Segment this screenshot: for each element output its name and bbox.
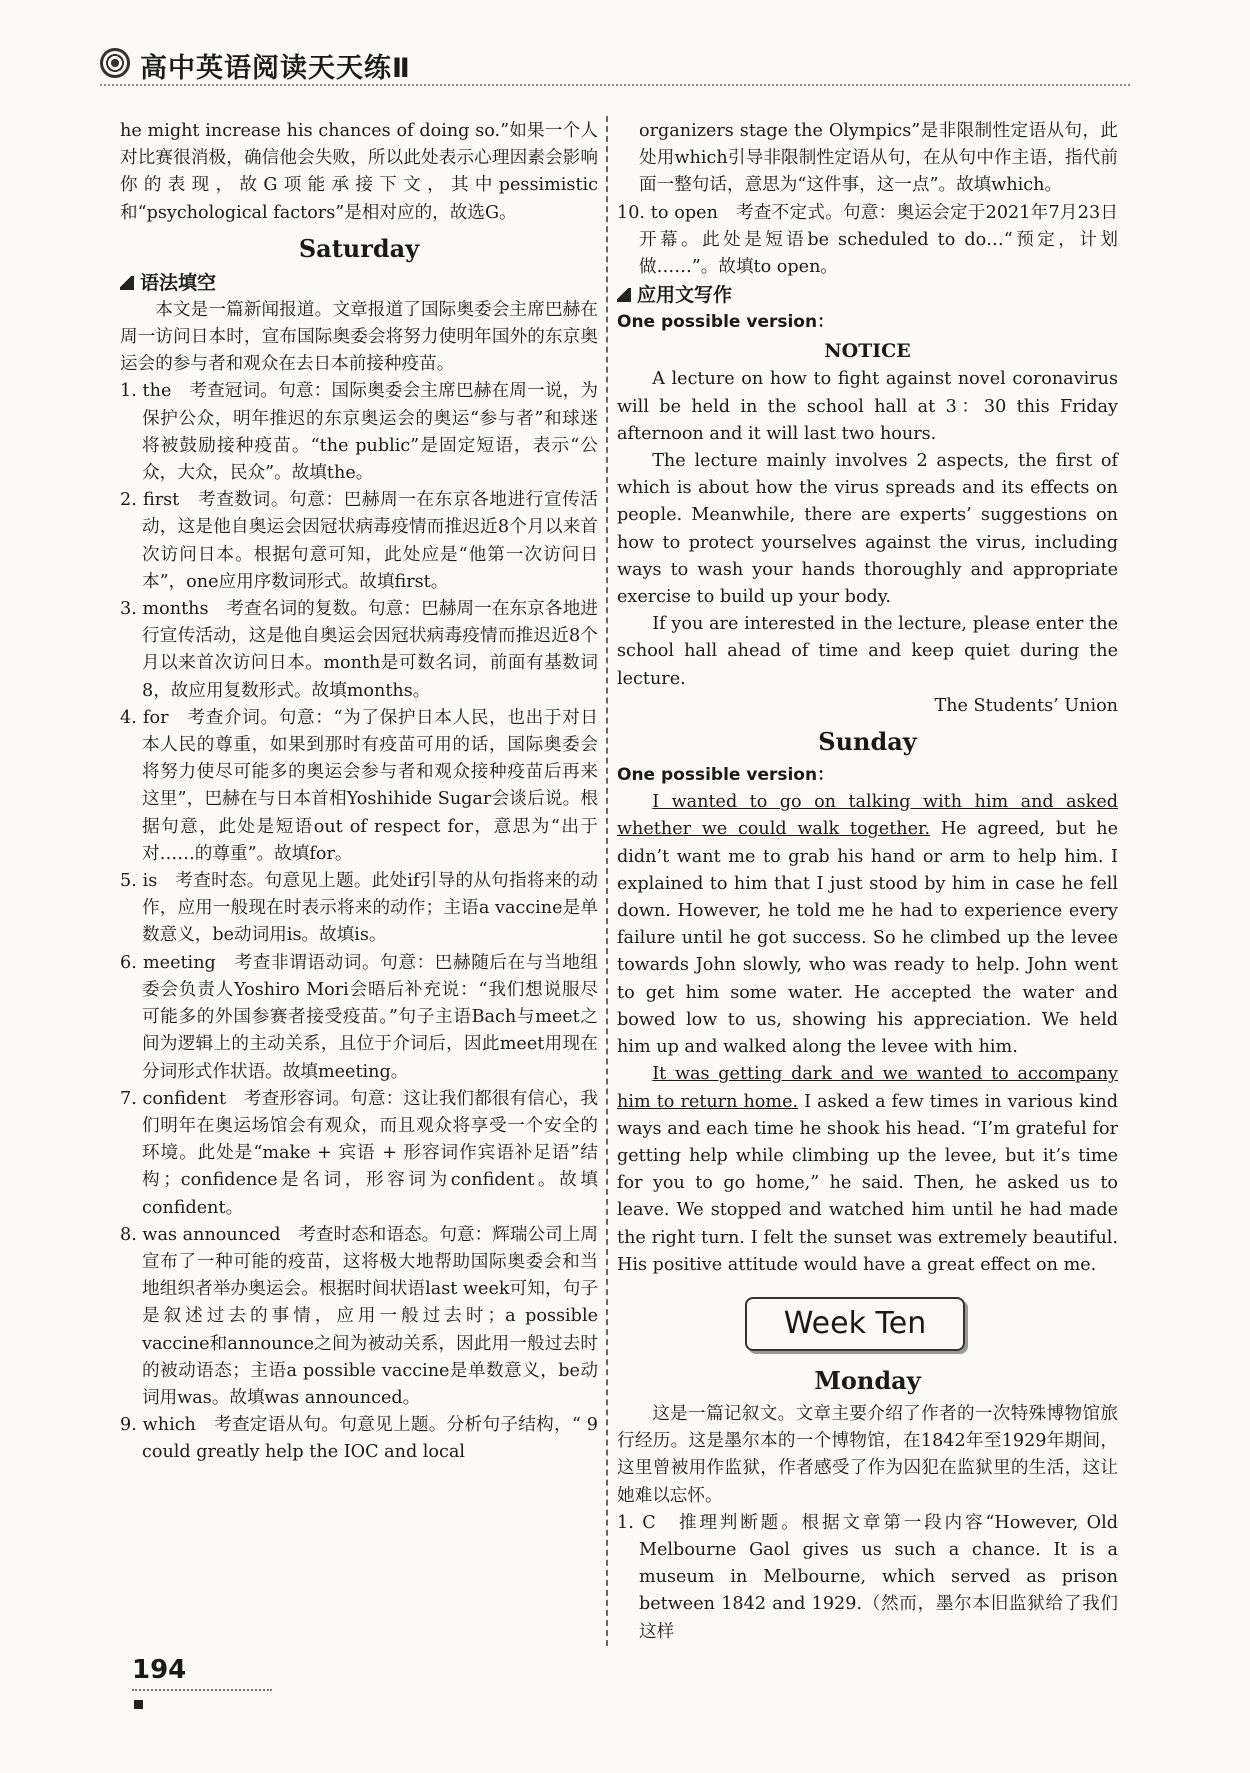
notice-paragraph: A lecture on how to fight against novel coronavirus will be held in the school hall at 3：30 this Friday afternoon and it will last two hours. [617,369,1118,444]
section-marker-icon [120,276,134,290]
underlined-sentence: It was getting dark and we wanted to accompany him to return home. [617,1064,1118,1112]
version-label: One possible version： [617,765,835,786]
passage-summary: 这是一篇记叙文。文章主要介绍了作者的一次特殊博物馆旅行经历。这是墨尔本的一个博物馆，在1842年至1929年期间，这里曾被用作监狱，作者感受了作为囚犯在监狱里的生活，这让她难以忘怀。 [617,1403,1118,1506]
section-heading-text: 语法填空 [140,271,217,294]
answer-item: 10. to open 考查不定式。句意：奥运会定于2021年7月23日开幕。此处是短语be scheduled to do…“预定，计划做……”。故填to open。 [617,202,1118,278]
section-heading-grammar [120,269,598,297]
answer-item: 8. was announced 考查时态和语态。句意：辉瑞公司上周宣布了一种可能的疫苗，这将极大地帮助国际奥委会和当地组织者举办奥运会。根据时间状语last week可知，句子是叙述过去的事情，应用一般过去时；a possible vaccine和announce之间为被动关系，因此用一般过去时的被动语态；主语a possible vaccine是单数意义，be动词用was。故填was announced。 [120,1224,598,1408]
answer-item: 1. the 考查冠词。句意：国际奥委会主席巴赫在周一说，为保护公众，明年推迟的东京奥运会的奥运“参与者”和球迷将被鼓励接种疫苗。“the public”是固定短语，表示“公众，大众，民众”。故填the。 [120,381,598,484]
notice-paragraph: The lecture mainly involves 2 aspects, the first of which is about how the virus spreads and its effects on people. Meanwhile, there are experts’ suggestions on how to protect yourselves against the virus, including ways to wash your hands thoroughly and appropriate exercise to build up your body. [617,451,1118,608]
day-heading-sunday: Sunday [818,727,917,757]
story-text: He agreed, but he didn’t want me to grab his hand or arm to help him. I explained to him that I just stood by him in case he fell down. However, he told me he had to experience every failure until he got success. So he climbed up the levee towards John slowly, who was ready to help. John went to get him some water. He accepted the water and bowed low to us, showing his appreciation. We held him up and walked along the levee with him. [617,819,1118,1058]
left-column [120,118,598,1467]
notice-title: NOTICE [824,340,911,363]
answer-item: 4. for 考查介词。句意：“为了保护日本人民，也出于对日本人民的尊重，如果到那时有疫苗可用的话，国际奥委会将努力使尽可能多的奥运会参与者和观众接种疫苗后再来这里”，巴赫在与日本首相Yoshihide Sugar会谈后说。根据句意，此处是短语out of respect for，意思为“出于对……的尊重”。故填for。 [120,707,598,864]
answer-item: 5. is 考查时态。句意见上题。此处if引导的从句指将来的动作，应用一般现在时表示将来的动作；主语a vaccine是单数意义，be动词用is。故填is。 [120,871,598,946]
page-header [100,44,1130,86]
footer-square-icon [134,1700,143,1709]
version-label: One possible version： [617,312,835,333]
answer-item: 2. first 考查数词。句意：巴赫周一在东京各地进行宣传活动，这是他自奥运会因冠状病毒疫情而推迟近8个月以来首次访问日本。根据句意可知，此处应是“他第一次访问日本”，one应用序数词形式。故填first。 [120,490,598,592]
book-title: 高中英语阅读天天练Ⅱ [140,53,411,84]
page-number: 194 [132,1655,187,1685]
answer-item-continued: organizers stage the Olympics”是非限制性定语从句，此处用which引导非限制性定语从句，在从句中作主语，指代前面一整句话，意思为“这件事，这一点”。故填which。 [639,121,1118,196]
column-divider [606,116,608,1646]
answer-item: 7. confident 考查形容词。句意：这让我们都很有信心，我们明年在奥运场馆会有观众，而且观众将享受一个安全的环境。此处是“make + 宾语 + 形容词作宾语补足语”结构；confidence是名词，形容词为confident。故填confident。 [120,1088,598,1218]
underlined-sentence: I wanted to go on talking with him and asked whether we could walk together. [617,792,1118,840]
answer-item: 1. C 推理判断题。根据文章第一段内容“However, Old Melbourne Gaol gives us such a chance. It is a museum in Melbourne, which served as prison between 1842 and 1929.（然而，墨尔本旧监狱给了我们这样 [617,1512,1118,1642]
answer-item: 9. which 考查定语从句。句意见上题。分析句子结构，“ 9 could greatly help the IOC and local [120,1415,598,1463]
notice-paragraph: If you are interested in the lecture, please enter the school hall ahead of time and keep quiet during the lecture. [617,614,1118,689]
section-heading-text: 应用文写作 [637,284,733,307]
footer-rule [132,1689,272,1691]
section-marker-icon [617,288,631,302]
week-banner: Week Ten [745,1297,965,1351]
intro-paragraph: he might increase his chances of doing so.”如果一个人对比赛很消极，确信他会失败，所以此处表示心理因素会影响你的表现，故G项能承接下文，其中pessimistic和“psychological factors”是相对应的，故选G。 [120,121,598,223]
story-paragraph [617,1061,1118,1279]
story-paragraph [617,789,1118,1061]
book-logo-icon [100,48,130,78]
answer-item: 3. months 考查名词的复数。句意：巴赫周一在东京各地进行宣传活动，这是他自奥运会因冠状病毒疫情而推迟近8个月以来首次访问日本。month是可数名词，前面有基数词8，故应用复数形式。故填months。 [120,599,598,701]
section-heading-writing [617,281,1118,309]
story-text: I asked a few times in various kind ways and each time he shook his head. “I’m grateful for getting help while climbing up the levee, but it’s time for you to go home,” he said. Then, he asked us to leave. We stopped and watched him until he had made the right turn. I felt the sunset was extremely beautiful. His positive attitude would have a great effect on me. [617,1091,1118,1275]
day-heading-monday: Monday [814,1365,921,1395]
passage-summary: 本文是一篇新闻报道。文章报道了国际奥委会主席巴赫在周一访问日本时，宣布国际奥委会将努力使明年国外的东京奥运会的参与者和观众在去日本前接种疫苗。 [120,299,598,375]
day-heading-saturday: Saturday [298,233,420,263]
notice-signature: The Students’ Union [934,695,1118,716]
answer-item: 6. meeting 考查非谓语动词。句意：巴赫随后在与当地组委会负责人Yoshiro Mori会晤后补充说：“我们想说服尽可能多的外国参赛者接受疫苗。”句子主语Bach与meet之间为逻辑上的主动关系，且位于介词后，因此meet用现在分词形式作状语。故填meeting。 [120,952,598,1082]
right-column [617,118,1118,1646]
